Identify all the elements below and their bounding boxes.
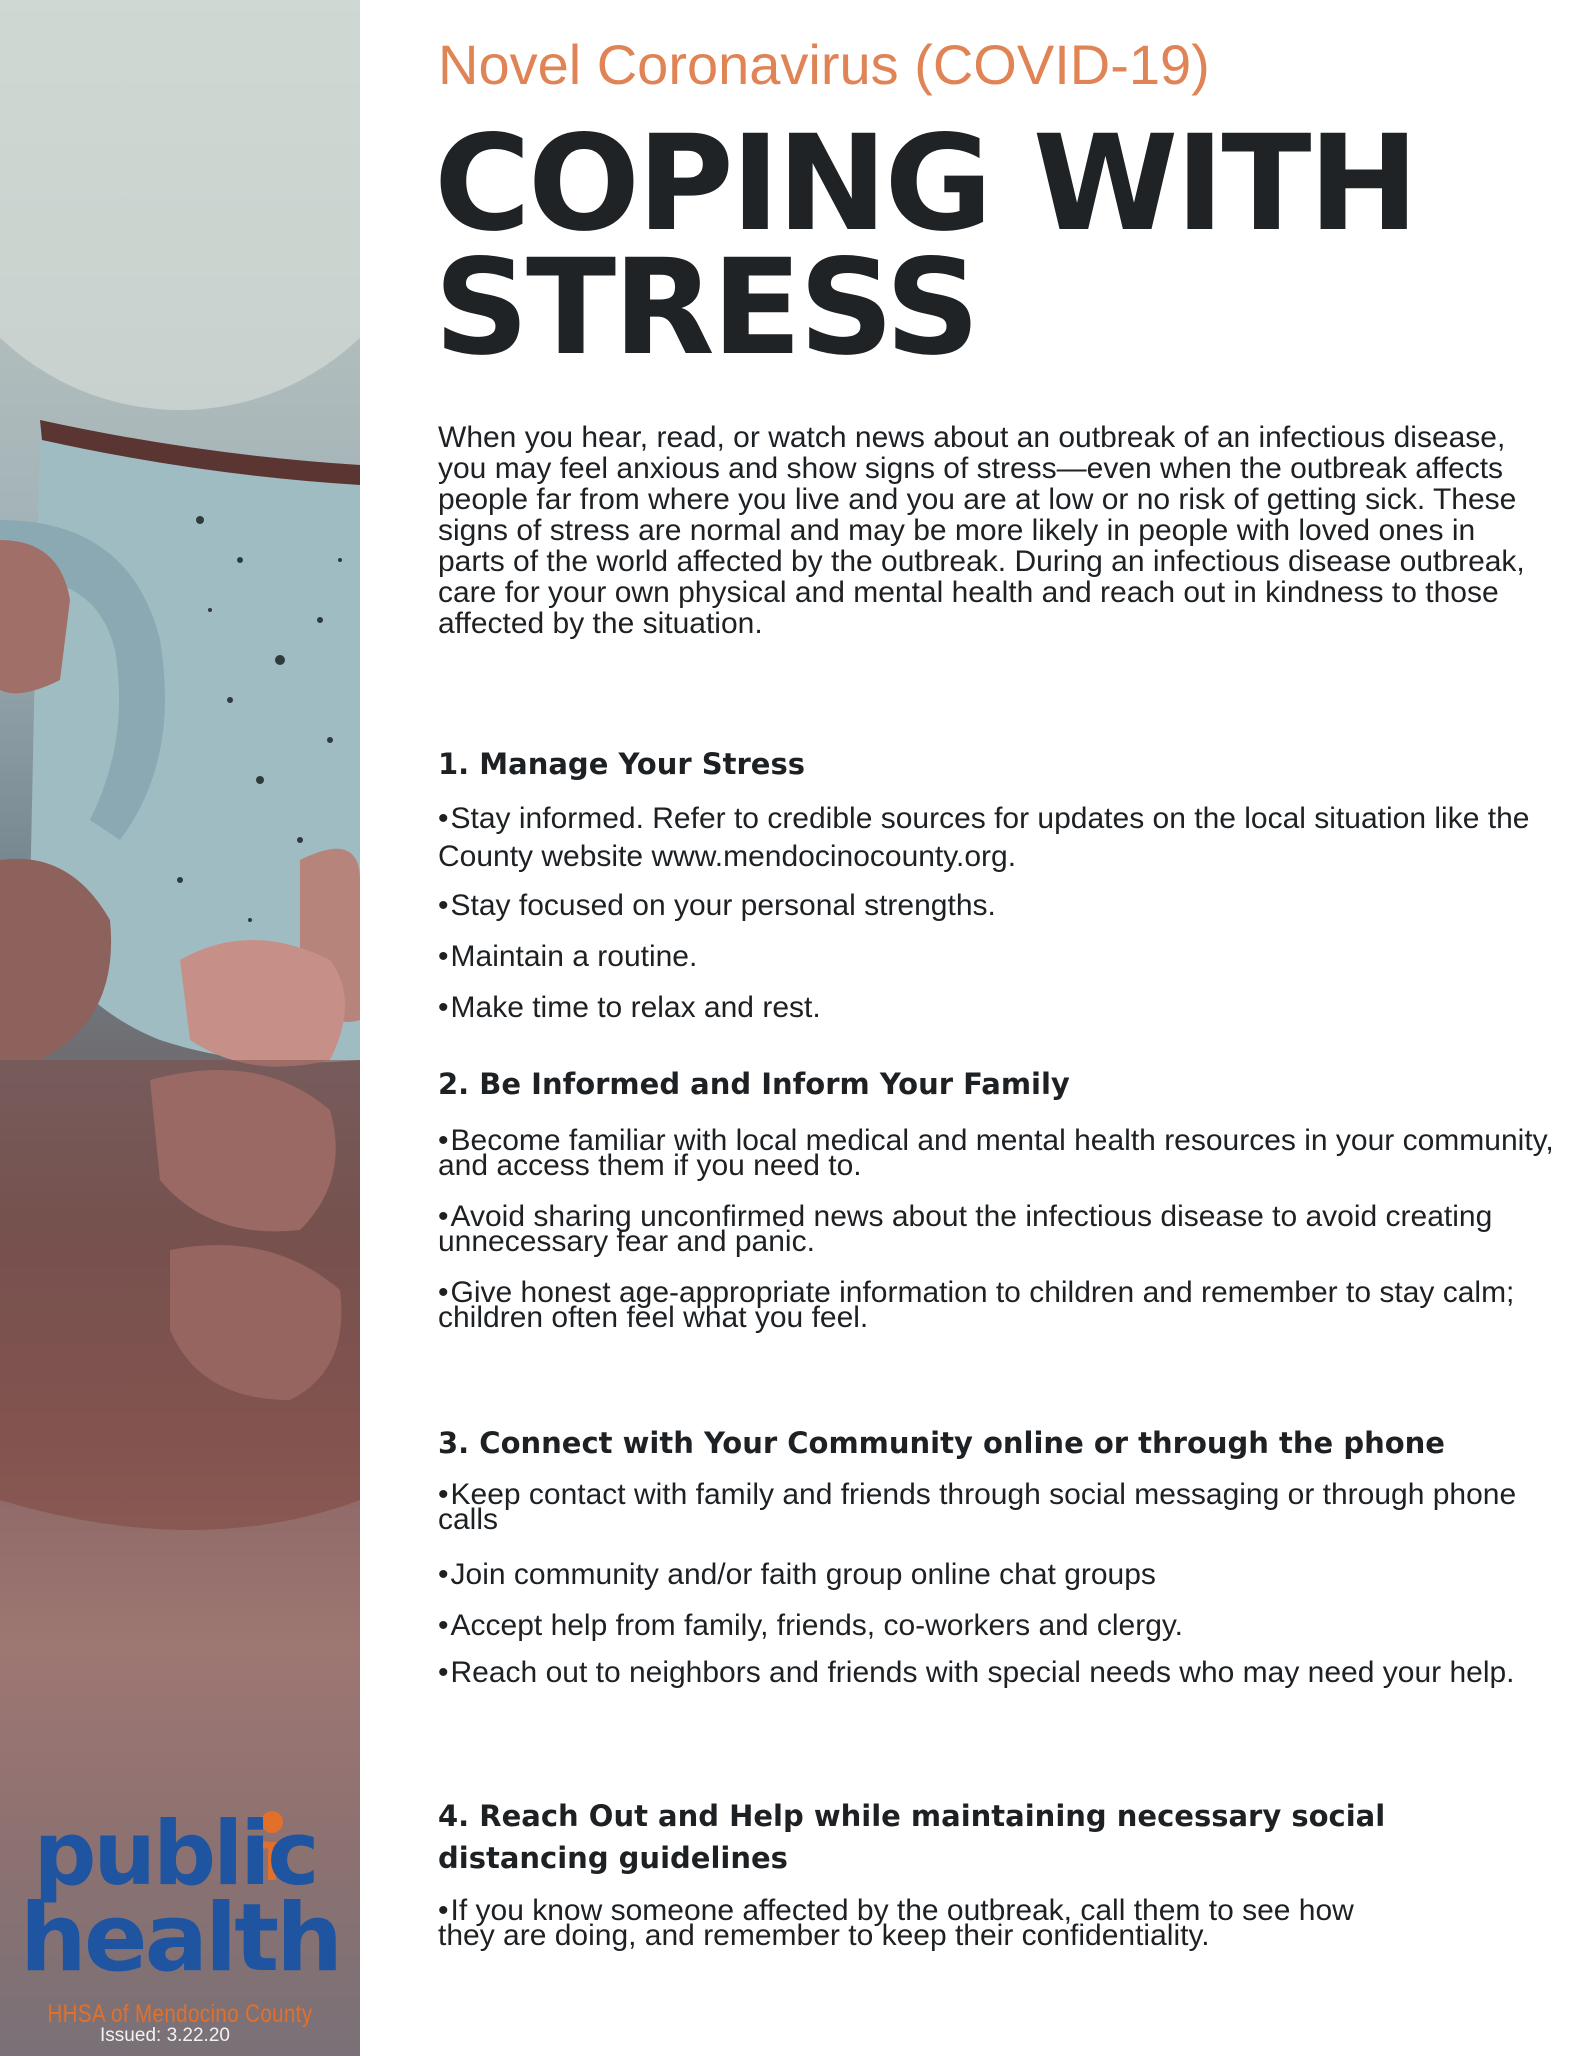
list-item-text: Accept help from family, friends, co-workers and clergy. xyxy=(450,1609,1183,1642)
list-item-text: Maintain a routine. xyxy=(450,940,698,973)
list-item-text: Stay informed. Refer to credible sources for updates on the local situation like the County website www.mendocinocounty.org. xyxy=(438,802,1530,873)
list-item xyxy=(438,1478,1558,1536)
bullet-glyph: • xyxy=(438,1478,449,1511)
bullet-glyph: • xyxy=(438,1609,449,1642)
list-item-text: Reach out to neighbors and friends with special needs who may need your help. xyxy=(450,1656,1515,1689)
list-item xyxy=(438,1124,1558,1182)
list-item-text: Keep contact with family and friends through social messaging or through phone calls xyxy=(438,1478,1517,1536)
bullet-glyph: • xyxy=(438,889,449,922)
mug-and-hands-illustration xyxy=(0,0,360,2056)
bullet-glyph: • xyxy=(438,940,449,973)
bullet-glyph: • xyxy=(438,802,449,835)
section-heading: 2. Be Informed and Inform Your Family xyxy=(438,1067,1070,1101)
title-line-1: COPING WITH xyxy=(434,107,1416,261)
logo-word-health: health xyxy=(19,1884,341,1993)
page-title xyxy=(434,107,1416,385)
list-item xyxy=(438,1607,1558,1645)
intro-paragraph: When you hear, read, or watch news about an outbreak of an infectious disease, you may feel anxious and show signs of stress—even when the outbreak affects people far from where you live and you are at low or no risk of getting sick. These signs of stress are normal and may be more likely in people with loved ones in parts of the world affected by the outbreak. During an infectious disease outbreak, care for your own physical and mental health and reach out in kindness to those affected by the situation. xyxy=(438,421,1525,640)
cover-photo-panel xyxy=(0,0,360,2056)
list-item-text: Make time to relax and rest. xyxy=(450,991,821,1024)
bullet-glyph: • xyxy=(438,1558,449,1591)
list-item-text: Give honest age-appropriate information to children and remember to stay calm; children often feel what you feel. xyxy=(438,1276,1515,1334)
list-item-text: Avoid sharing unconfirmed news about the infectious disease to avoid creating unnecessary fear and panic. xyxy=(438,1200,1493,1258)
section-heading: 1. Manage Your Stress xyxy=(438,747,806,781)
title-line-2: STRESS xyxy=(434,231,978,385)
issued-date: Issued: 3.22.20 xyxy=(100,2025,230,2046)
bullet-glyph: • xyxy=(438,1200,449,1233)
bullet-glyph: • xyxy=(438,1276,449,1309)
bullet-glyph: • xyxy=(438,1124,449,1157)
bullet-glyph: • xyxy=(438,991,449,1024)
logo-word-public: public xyxy=(33,1802,317,1905)
list-item xyxy=(438,938,1558,976)
list-item xyxy=(438,989,1558,1027)
public-health-logo xyxy=(0,1802,360,2029)
list-item xyxy=(438,1556,1558,1594)
section-heading: 4. Reach Out and Help while maintaining necessary social distancing guidelines xyxy=(438,1799,1386,1875)
list-item-text: Join community and/or faith group online chat groups xyxy=(450,1558,1156,1591)
list-item-text: If you know someone affected by the outbreak, call them to see how they are doing, and remember to keep their confidentiality. xyxy=(438,1894,1354,1952)
section-heading: 3. Connect with Your Community online or through the phone xyxy=(438,1426,1445,1460)
list-item xyxy=(438,800,1558,876)
list-item-text: Stay focused on your personal strengths. xyxy=(450,889,996,922)
list-item xyxy=(438,1894,1398,1952)
logo-subtitle: HHSA of Mendocino County xyxy=(47,2000,313,2028)
list-item xyxy=(438,1276,1558,1334)
list-item xyxy=(438,887,1558,925)
list-item xyxy=(438,1656,1558,1689)
kicker-heading: Novel Coronavirus (COVID-19) xyxy=(438,33,1210,96)
bullet-glyph: • xyxy=(438,1656,449,1689)
list-item-text: Become familiar with local medical and mental health resources in your community, and access them if you need to. xyxy=(438,1124,1554,1182)
bullet-glyph: • xyxy=(438,1894,449,1927)
list-item xyxy=(438,1200,1558,1258)
